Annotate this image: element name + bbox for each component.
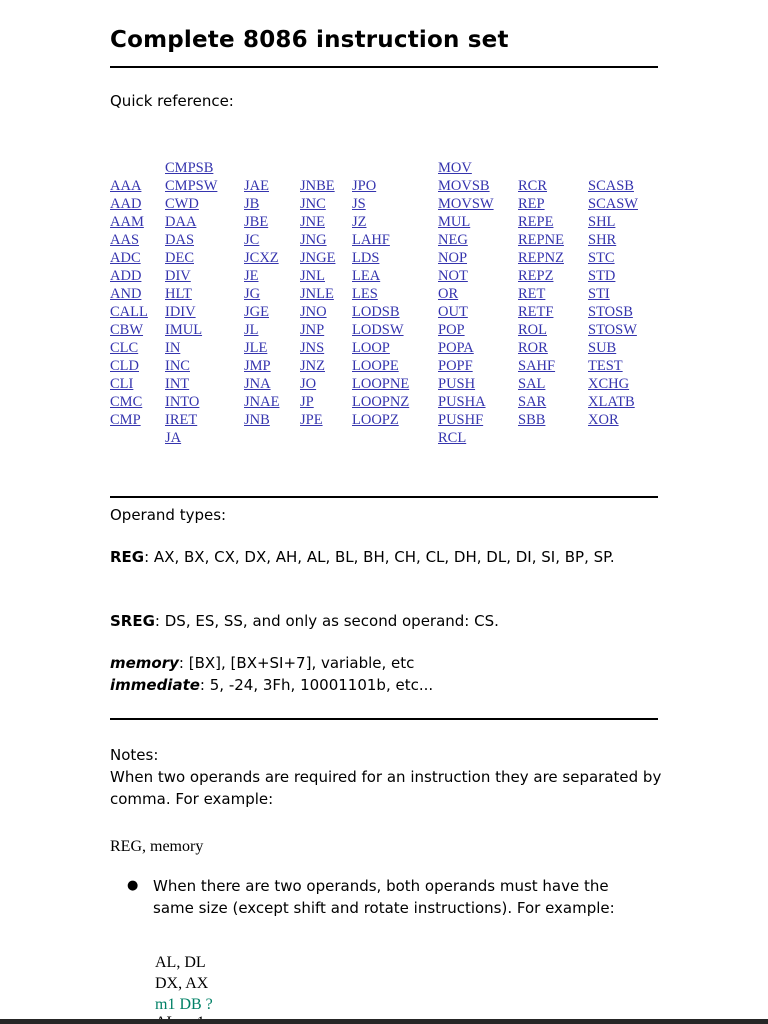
instruction-cell [110, 159, 165, 177]
instruction-link-sahf[interactable]: SAHF [518, 357, 556, 374]
instruction-link-iret[interactable]: IRET [165, 411, 198, 428]
instruction-link-loop[interactable]: LOOP [352, 339, 390, 356]
page-bottom-edge [0, 1019, 768, 1024]
notes-bullet-text: When there are two operands, both operands must have the same size (except shift and rotate instructions). For example: [153, 877, 615, 917]
instruction-link-rcl[interactable]: RCL [438, 429, 467, 446]
instruction-link-stc[interactable]: STC [588, 249, 615, 266]
instruction-cell [300, 195, 352, 213]
instruction-link-mul[interactable]: MUL [438, 213, 471, 230]
instruction-cell [244, 177, 300, 195]
instruction-link-xor[interactable]: XOR [588, 411, 619, 428]
instruction-table [110, 159, 658, 447]
instruction-cell [300, 339, 352, 357]
instruction-link-jnbe[interactable]: JNBE [300, 177, 335, 194]
memory-operand-line [110, 652, 658, 674]
reg-term: REG [110, 548, 145, 566]
instruction-row [110, 357, 658, 375]
section-divider-2 [110, 718, 658, 720]
instruction-link-cwd[interactable]: CWD [165, 195, 199, 212]
instruction-row [110, 213, 658, 231]
instruction-link-or[interactable]: OR [438, 285, 459, 302]
sreg-term: SREG [110, 612, 155, 630]
instruction-link-hlt[interactable]: HLT [165, 285, 192, 302]
instruction-link-jge[interactable]: JGE [244, 303, 269, 320]
instruction-cell [352, 285, 438, 303]
size-examples-block [155, 952, 213, 1015]
instruction-link-jg[interactable]: JG [244, 285, 261, 302]
instruction-link-jl[interactable]: JL [244, 321, 259, 338]
instruction-link-int[interactable]: INT [165, 375, 190, 392]
instruction-cell [352, 357, 438, 375]
instruction-link-repne[interactable]: REPNE [518, 231, 564, 248]
instruction-cell [300, 213, 352, 231]
instruction-link-jp[interactable]: JP [300, 393, 314, 410]
instruction-cell [300, 411, 352, 429]
instruction-cell [438, 177, 518, 195]
instruction-cell [165, 321, 244, 339]
instruction-cell [244, 375, 300, 393]
instruction-link-dec[interactable]: DEC [165, 249, 194, 266]
instruction-link-jle[interactable]: JLE [244, 339, 268, 356]
instruction-row [110, 177, 658, 195]
instruction-cell [244, 213, 300, 231]
instruction-cell [300, 231, 352, 249]
instruction-row [110, 339, 658, 357]
instruction-link-nop[interactable]: NOP [438, 249, 468, 266]
instruction-cell [300, 375, 352, 393]
notes-intro: When two operands are required for an instruction they are separated by comma. For example: [110, 768, 662, 808]
instruction-cell [165, 303, 244, 321]
instruction-cell [300, 303, 352, 321]
instruction-link-out[interactable]: OUT [438, 303, 468, 320]
instruction-link-sti[interactable]: STI [588, 285, 610, 302]
instruction-cell [588, 321, 658, 339]
instruction-link-jmp[interactable]: JMP [244, 357, 271, 374]
instruction-cell [518, 195, 588, 213]
instruction-link-lodsb[interactable]: LODSB [352, 303, 400, 320]
instruction-cell [352, 177, 438, 195]
reg-desc: : AX, BX, CX, DX, AH, AL, BL, BH, CH, CL, DH, DL, DI, SI, BP, SP. [144, 548, 615, 566]
instruction-cell [165, 267, 244, 285]
instruction-link-sar[interactable]: SAR [518, 393, 547, 410]
bullet-icon: ● [127, 878, 139, 893]
instruction-link-stosb[interactable]: STOSB [588, 303, 633, 320]
instruction-row [110, 159, 658, 177]
sreg-operand-line [110, 610, 658, 632]
instruction-cell [518, 267, 588, 285]
instruction-link-idiv[interactable]: IDIV [165, 303, 196, 320]
instruction-link-daa[interactable]: DAA [165, 213, 197, 230]
instruction-link-jnb[interactable]: JNB [244, 411, 270, 428]
instruction-link-rep[interactable]: REP [518, 195, 545, 212]
instruction-cell [588, 303, 658, 321]
instruction-cell [518, 411, 588, 429]
operand-types-heading: Operand types: [110, 506, 227, 524]
instruction-cell [300, 429, 352, 447]
instruction-cell [110, 339, 165, 357]
instruction-cell [588, 177, 658, 195]
instruction-link-lds[interactable]: LDS [352, 249, 380, 266]
instruction-link-lea[interactable]: LEA [352, 267, 381, 284]
instruction-cell [352, 411, 438, 429]
instruction-cell [352, 429, 438, 447]
instruction-cell [588, 213, 658, 231]
instruction-cell [352, 231, 438, 249]
instruction-link-jcxz[interactable]: JCXZ [244, 249, 279, 266]
instruction-link-call[interactable]: CALL [110, 303, 148, 320]
instruction-cell [110, 213, 165, 231]
instruction-cell [300, 177, 352, 195]
instruction-link-aam[interactable]: AAM [110, 213, 144, 230]
instruction-cell [244, 429, 300, 447]
instruction-link-mov[interactable]: MOV [438, 159, 472, 176]
instruction-cell [165, 339, 244, 357]
instruction-link-scasw[interactable]: SCASW [588, 195, 638, 212]
instruction-link-jnae[interactable]: JNAE [244, 393, 280, 410]
instruction-row [110, 267, 658, 285]
instruction-cell [110, 321, 165, 339]
instruction-link-les[interactable]: LES [352, 285, 378, 302]
instruction-link-ror[interactable]: ROR [518, 339, 548, 356]
instruction-link-aad[interactable]: AAD [110, 195, 142, 212]
instruction-link-stosw[interactable]: STOSW [588, 321, 637, 338]
instruction-link-cbw[interactable]: CBW [110, 321, 144, 338]
instruction-cell [244, 267, 300, 285]
instruction-cell [352, 267, 438, 285]
instruction-link-adc[interactable]: ADC [110, 249, 141, 266]
instruction-link-jng[interactable]: JNG [300, 231, 327, 248]
instruction-link-cmp[interactable]: CMP [110, 411, 141, 428]
instruction-link-and[interactable]: AND [110, 285, 142, 302]
section-divider-1 [110, 496, 658, 498]
instruction-cell [518, 159, 588, 177]
instruction-link-rol[interactable]: ROL [518, 321, 547, 338]
instruction-link-inc[interactable]: INC [165, 357, 190, 374]
sreg-desc: : DS, ES, SS, and only as second operand: CS. [154, 612, 499, 630]
example-dx-ax: DX, AX [155, 975, 209, 992]
instruction-cell [438, 429, 518, 447]
instruction-cell [438, 375, 518, 393]
instruction-cell [300, 159, 352, 177]
instruction-cell [165, 195, 244, 213]
instruction-cell [518, 339, 588, 357]
instruction-cell [110, 375, 165, 393]
instruction-cell [438, 267, 518, 285]
instruction-link-jne[interactable]: JNE [300, 213, 325, 230]
instruction-cell [588, 393, 658, 411]
instruction-link-clc[interactable]: CLC [110, 339, 139, 356]
instruction-cell [438, 321, 518, 339]
instruction-link-aaa[interactable]: AAA [110, 177, 142, 194]
instruction-link-cmc[interactable]: CMC [110, 393, 143, 410]
quick-reference-label: Quick reference: [110, 92, 234, 110]
instruction-link-std[interactable]: STD [588, 267, 616, 284]
instruction-cell [110, 429, 165, 447]
instruction-cell [300, 249, 352, 267]
instruction-cell [438, 303, 518, 321]
instruction-cell [438, 285, 518, 303]
instruction-link-cmpsb[interactable]: CMPSB [165, 159, 214, 176]
instruction-cell [244, 357, 300, 375]
instruction-cell [244, 339, 300, 357]
instruction-cell [352, 159, 438, 177]
instruction-link-sal[interactable]: SAL [518, 375, 546, 392]
instruction-cell [244, 321, 300, 339]
instruction-link-das[interactable]: DAS [165, 231, 195, 248]
instruction-link-lodsw[interactable]: LODSW [352, 321, 404, 338]
instruction-link-jo[interactable]: JO [300, 375, 317, 392]
immediate-desc: : 5, -24, 3Fh, 10001101b, etc... [199, 676, 434, 694]
instruction-cell [518, 213, 588, 231]
instruction-cell [300, 321, 352, 339]
instruction-cell [110, 285, 165, 303]
instruction-cell [165, 177, 244, 195]
instruction-cell [244, 249, 300, 267]
instruction-cell [165, 375, 244, 393]
instruction-cell [588, 159, 658, 177]
instruction-link-jz[interactable]: JZ [352, 213, 367, 230]
notes-block [110, 744, 665, 810]
instruction-link-ret[interactable]: RET [518, 285, 546, 302]
instruction-link-jnge[interactable]: JNGE [300, 249, 336, 266]
instruction-cell [244, 285, 300, 303]
instruction-cell [438, 357, 518, 375]
instruction-link-sbb[interactable]: SBB [518, 411, 546, 428]
instruction-cell [300, 285, 352, 303]
instruction-cell [438, 249, 518, 267]
instruction-row [110, 303, 658, 321]
memory-immediate-lines [110, 652, 658, 696]
instruction-cell [110, 195, 165, 213]
instruction-cell [518, 375, 588, 393]
instruction-cell [518, 393, 588, 411]
instruction-link-imul[interactable]: IMUL [165, 321, 203, 338]
instruction-link-jno[interactable]: JNO [300, 303, 327, 320]
instruction-link-popf[interactable]: POPF [438, 357, 473, 374]
instruction-cell [588, 411, 658, 429]
title-divider [110, 66, 658, 68]
instruction-cell [110, 177, 165, 195]
instruction-cell [352, 375, 438, 393]
instruction-link-jpe[interactable]: JPE [300, 411, 323, 428]
instruction-link-jna[interactable]: JNA [244, 375, 271, 392]
instruction-cell [165, 249, 244, 267]
instruction-row [110, 375, 658, 393]
operand-example-reg-memory: REG, memory [110, 838, 204, 855]
instruction-cell [438, 231, 518, 249]
instruction-cell [588, 231, 658, 249]
instruction-cell [588, 339, 658, 357]
instruction-link-jb[interactable]: JB [244, 195, 260, 212]
instruction-link-rcr[interactable]: RCR [518, 177, 548, 194]
instruction-cell [518, 177, 588, 195]
instruction-cell [588, 249, 658, 267]
instruction-link-push[interactable]: PUSH [438, 375, 476, 392]
instruction-row [110, 321, 658, 339]
notes-bullet-item [125, 875, 645, 919]
instruction-link-repz[interactable]: REPZ [518, 267, 554, 284]
instruction-link-scasb[interactable]: SCASB [588, 177, 634, 194]
immediate-operand-line [110, 674, 658, 696]
instruction-row [110, 285, 658, 303]
instruction-cell [352, 339, 438, 357]
instruction-cell [244, 303, 300, 321]
instruction-row [110, 411, 658, 429]
instruction-cell [110, 393, 165, 411]
instruction-link-loopnz[interactable]: LOOPNZ [352, 393, 410, 410]
instruction-cell [244, 231, 300, 249]
instruction-cell [352, 303, 438, 321]
instruction-link-repe[interactable]: REPE [518, 213, 554, 230]
instruction-link-repnz[interactable]: REPNZ [518, 249, 564, 266]
instruction-link-shr[interactable]: SHR [588, 231, 617, 248]
instruction-cell [588, 375, 658, 393]
instruction-cell [438, 339, 518, 357]
instruction-link-ja[interactable]: JA [165, 429, 182, 446]
instruction-cell [165, 159, 244, 177]
instruction-cell [588, 267, 658, 285]
instruction-cell [110, 357, 165, 375]
instruction-row [110, 393, 658, 411]
instruction-link-movsb[interactable]: MOVSB [438, 177, 490, 194]
instruction-row [110, 195, 658, 213]
instruction-link-loope[interactable]: LOOPE [352, 357, 399, 374]
instruction-cell [588, 357, 658, 375]
instruction-cell [438, 213, 518, 231]
instruction-link-jnc[interactable]: JNC [300, 195, 326, 212]
instruction-cell [352, 213, 438, 231]
instruction-cell [244, 195, 300, 213]
instruction-link-jae[interactable]: JAE [244, 177, 269, 194]
instruction-cell [165, 429, 244, 447]
instruction-link-loopz[interactable]: LOOPZ [352, 411, 399, 428]
instruction-link-cli[interactable]: CLI [110, 375, 134, 392]
notes-heading: Notes: [110, 746, 159, 764]
instruction-cell [588, 429, 658, 447]
instruction-cell [110, 303, 165, 321]
instruction-cell [518, 285, 588, 303]
instruction-link-shl[interactable]: SHL [588, 213, 616, 230]
instruction-link-jnle[interactable]: JNLE [300, 285, 334, 302]
instruction-cell [244, 411, 300, 429]
instruction-link-lahf[interactable]: LAHF [352, 231, 390, 248]
instruction-cell [165, 231, 244, 249]
instruction-cell [518, 231, 588, 249]
example-al-dl: AL, DL [155, 954, 206, 971]
instruction-cell [518, 303, 588, 321]
immediate-term: immediate [110, 676, 200, 694]
instruction-link-popa[interactable]: POPA [438, 339, 474, 356]
instruction-link-jnl[interactable]: JNL [300, 267, 325, 284]
instruction-row [110, 249, 658, 267]
instruction-link-not[interactable]: NOT [438, 267, 468, 284]
instruction-cell [300, 393, 352, 411]
instruction-link-test[interactable]: TEST [588, 357, 623, 374]
instruction-cell [352, 249, 438, 267]
instruction-link-jnp[interactable]: JNP [300, 321, 325, 338]
memory-desc: : [BX], [BX+SI+7], variable, etc [178, 654, 415, 672]
instruction-link-jc[interactable]: JC [244, 231, 260, 248]
instruction-row [110, 231, 658, 249]
instruction-cell [300, 267, 352, 285]
instruction-cell [588, 195, 658, 213]
instruction-cell [352, 195, 438, 213]
instruction-link-pushf[interactable]: PUSHF [438, 411, 484, 428]
instruction-cell [300, 357, 352, 375]
instruction-cell [438, 195, 518, 213]
instruction-cell [588, 285, 658, 303]
instruction-link-loopne[interactable]: LOOPNE [352, 375, 410, 392]
instruction-link-jpo[interactable]: JPO [352, 177, 377, 194]
instruction-link-in[interactable]: IN [165, 339, 181, 356]
instruction-cell [244, 393, 300, 411]
instruction-cell [518, 429, 588, 447]
instruction-row [110, 429, 658, 447]
instruction-link-into[interactable]: INTO [165, 393, 200, 410]
instruction-cell [165, 411, 244, 429]
instruction-cell [518, 357, 588, 375]
instruction-cell [110, 231, 165, 249]
instruction-link-sub[interactable]: SUB [588, 339, 617, 356]
instruction-link-jnz[interactable]: JNZ [300, 357, 325, 374]
instruction-link-cld[interactable]: CLD [110, 357, 139, 374]
instruction-cell [518, 249, 588, 267]
instruction-link-je[interactable]: JE [244, 267, 259, 284]
memory-term: memory [110, 654, 179, 672]
instruction-link-movsw[interactable]: MOVSW [438, 195, 494, 212]
instruction-cell [165, 393, 244, 411]
instruction-link-xlatb[interactable]: XLATB [588, 393, 635, 410]
instruction-cell [165, 213, 244, 231]
instruction-link-pusha[interactable]: PUSHA [438, 393, 486, 410]
page-title: Complete 8086 instruction set [110, 27, 509, 53]
instruction-cell [438, 159, 518, 177]
instruction-link-jbe[interactable]: JBE [244, 213, 269, 230]
instruction-cell [352, 321, 438, 339]
instruction-cell [438, 393, 518, 411]
instruction-cell [438, 411, 518, 429]
instruction-link-xchg[interactable]: XCHG [588, 375, 630, 392]
instruction-link-cmpsw[interactable]: CMPSW [165, 177, 218, 194]
instruction-cell [110, 249, 165, 267]
instruction-link-js[interactable]: JS [352, 195, 366, 212]
instruction-link-add[interactable]: ADD [110, 267, 142, 284]
instruction-link-jns[interactable]: JNS [300, 339, 325, 356]
instruction-cell [165, 357, 244, 375]
instruction-link-pop[interactable]: POP [438, 321, 465, 338]
instruction-link-div[interactable]: DIV [165, 267, 191, 284]
instruction-link-aas[interactable]: AAS [110, 231, 140, 248]
reg-operand-line [110, 546, 658, 568]
example-m1-db: m1 DB ? [155, 996, 213, 1013]
instruction-cell [352, 393, 438, 411]
instruction-link-retf[interactable]: RETF [518, 303, 554, 320]
instruction-cell [110, 267, 165, 285]
instruction-cell [110, 411, 165, 429]
instruction-cell [165, 285, 244, 303]
instruction-cell [518, 321, 588, 339]
instruction-cell [244, 159, 300, 177]
instruction-link-neg[interactable]: NEG [438, 231, 468, 248]
